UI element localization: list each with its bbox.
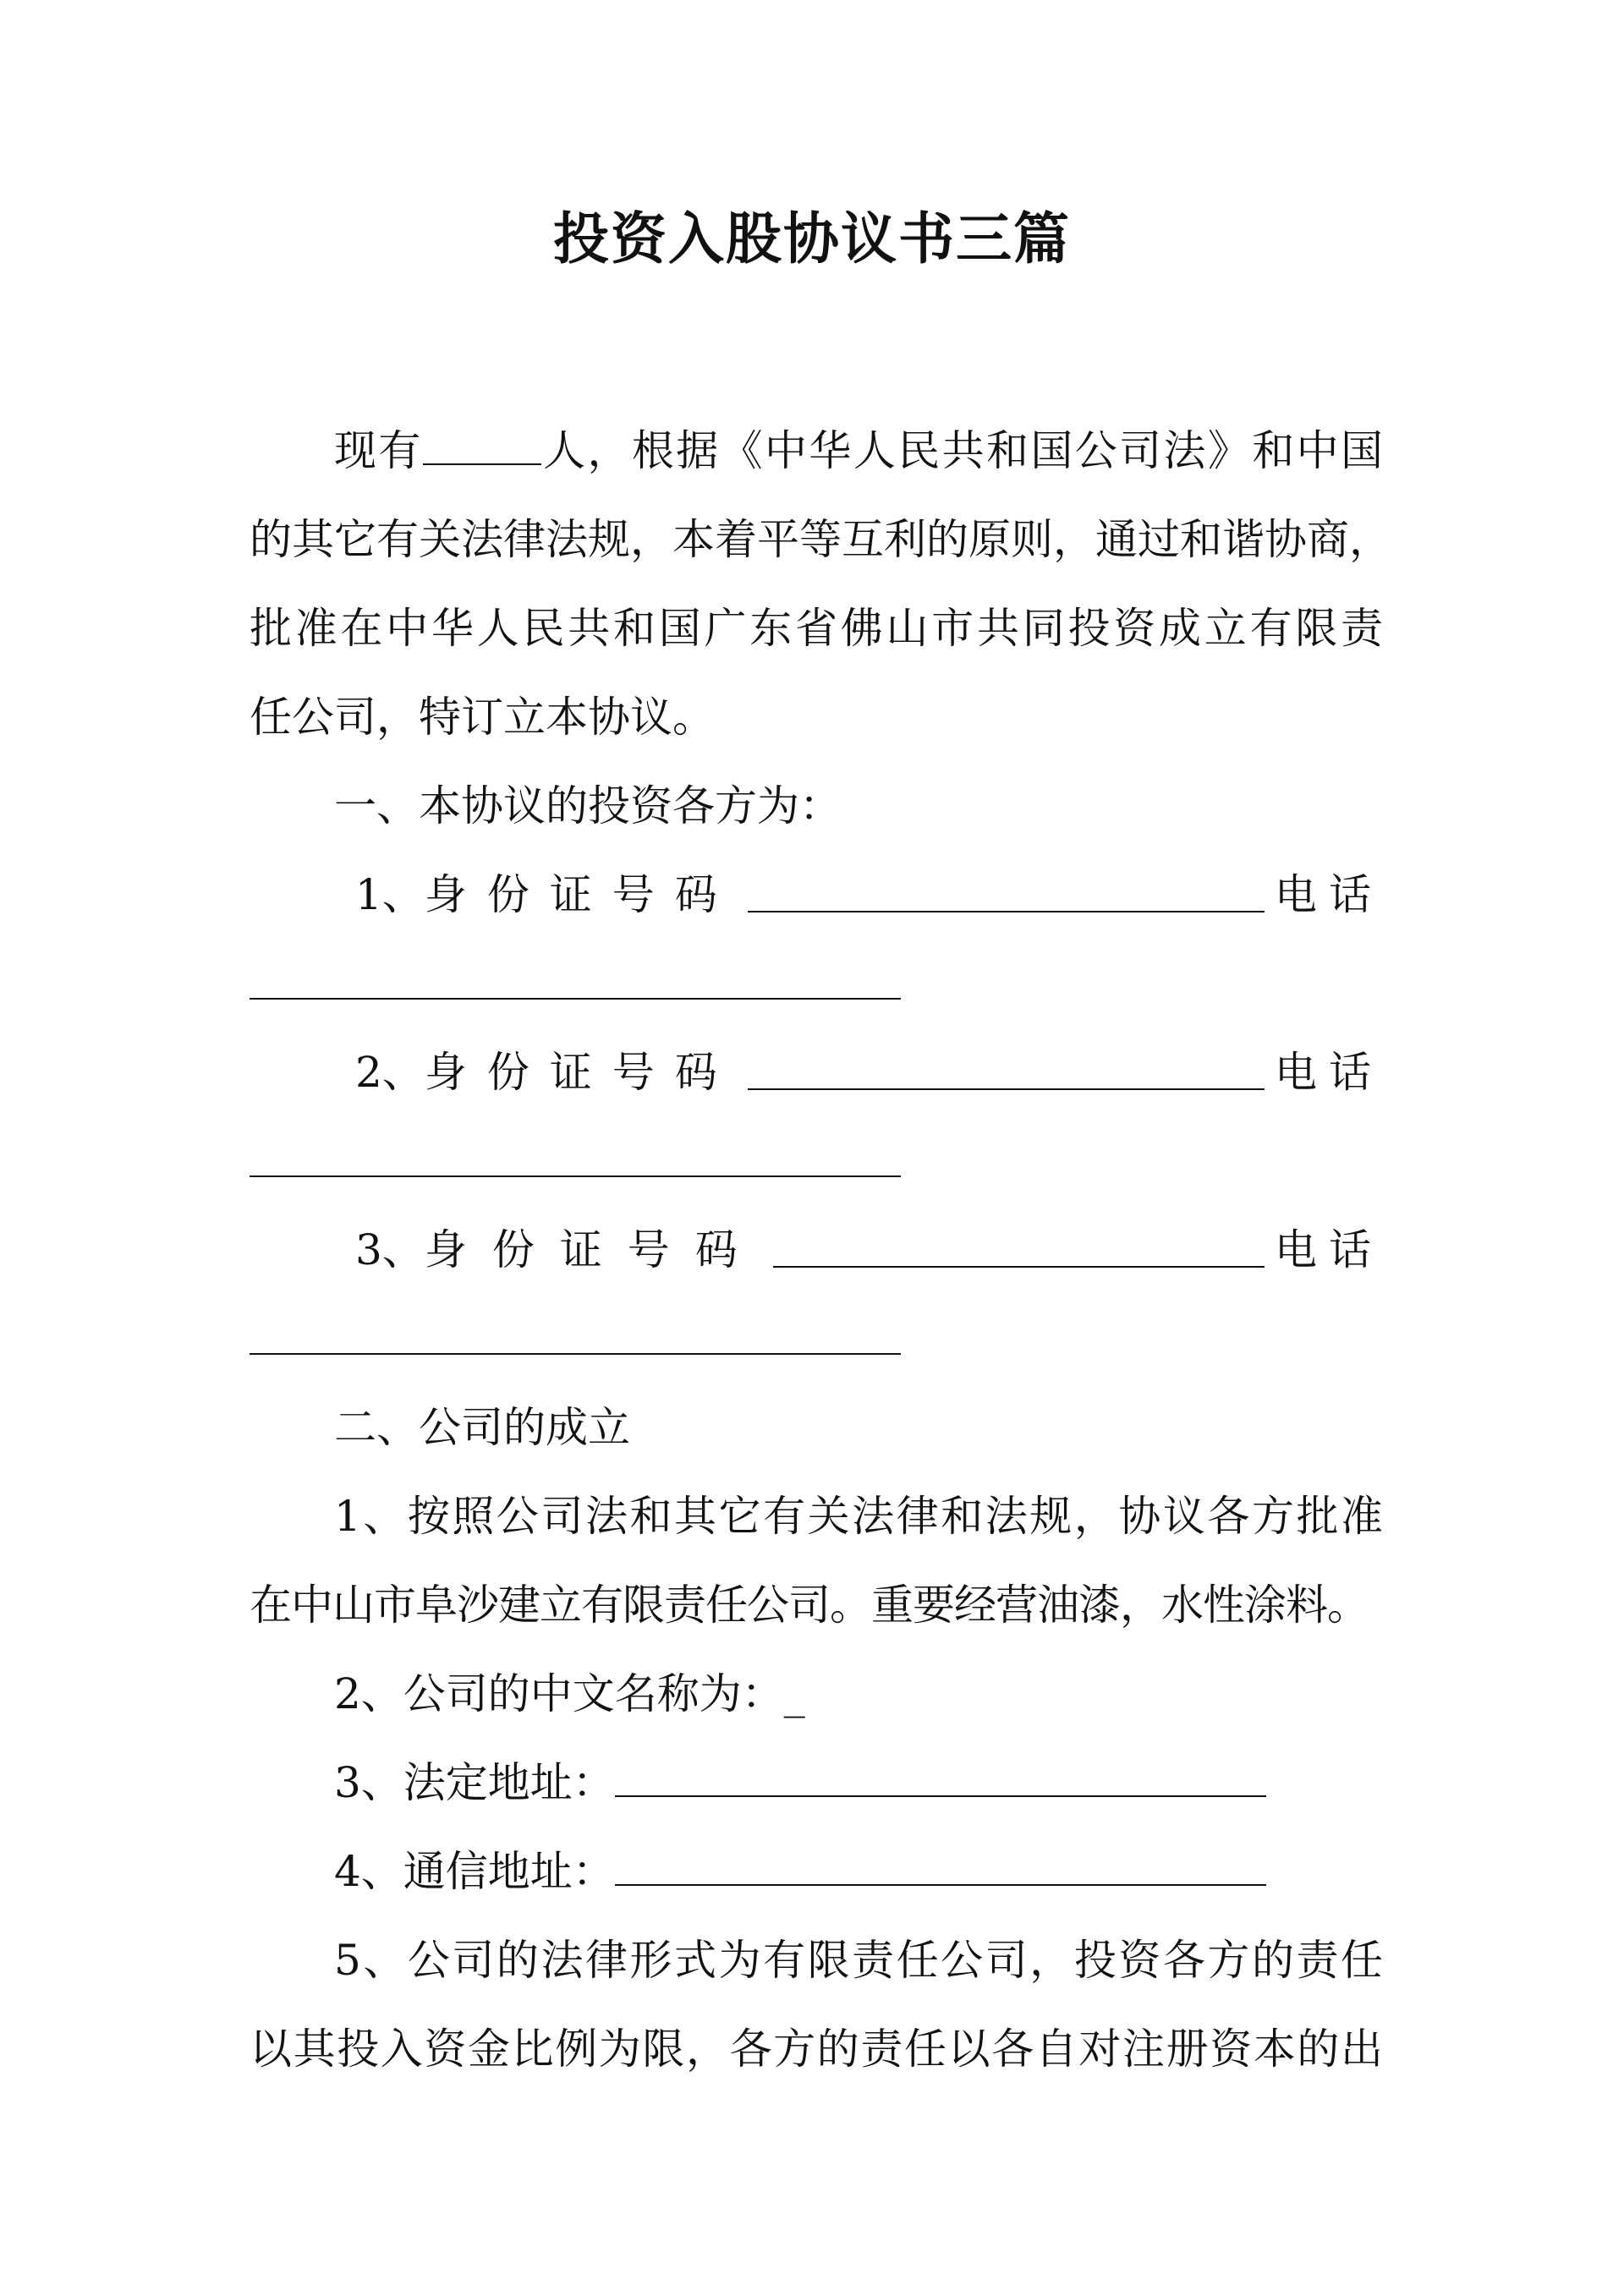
party-row-3 (355, 1220, 1383, 1280)
party-number: 2、 (355, 1048, 425, 1097)
section2-heading: 二、公司的成立 (334, 1403, 630, 1452)
section2-item5-line2: 以其投入资金比例为限，各方的责任以各自对注册资本的出 (250, 2025, 1383, 2074)
section1-heading: 一、本协议的投资各方为： (334, 781, 842, 830)
id-label: 身份证号码 (424, 1225, 763, 1274)
mailing-address-label: 4、通信地址： (334, 1847, 615, 1896)
phone-blank-1 (250, 998, 901, 1000)
section2-item3 (334, 1753, 1383, 1812)
phone-label: 电话 (1275, 1225, 1383, 1274)
section2-item2: 2、公司的中文名称为：_ (334, 1669, 805, 1718)
id-label: 身份证号码 (424, 1048, 738, 1097)
party-number: 1、 (355, 870, 425, 919)
party-row-2 (355, 1043, 1383, 1102)
phone-label: 电话 (1275, 870, 1383, 919)
intro-line-4: 任公司，特订立本协议。 (250, 693, 715, 742)
party-row-1 (355, 865, 1383, 924)
section2-item4 (334, 1842, 1383, 1901)
id-number-blank (748, 1088, 1265, 1090)
legal-address-blank (615, 1789, 1266, 1797)
document-title: 投资入股协议书三篇 (553, 206, 1071, 271)
phone-label: 电话 (1275, 1048, 1383, 1097)
legal-address-label: 3、法定地址： (334, 1758, 615, 1807)
id-number-blank (748, 911, 1265, 912)
id-number-blank (773, 1266, 1265, 1268)
intro-line-1 (334, 421, 1383, 480)
party-count-blank (423, 457, 541, 465)
intro-line-2: 的其它有关法律法规，本着平等互利的原则，通过和谐协商， (250, 515, 1391, 564)
section2-item5-line1: 5、公司的法律形式为有限责任公司，投资各方的责任 (334, 1936, 1383, 1985)
section2-item1-line2: 在中山市阜沙建立有限责任公司。重要经营油漆，水性涂料。 (250, 1581, 1369, 1630)
phone-blank-3 (250, 1353, 901, 1355)
phone-blank-2 (250, 1175, 901, 1177)
intro-text-rest: 人，根据《中华人民共和国公司法》和中国 (540, 426, 1384, 475)
party-number: 3、 (355, 1225, 425, 1274)
id-label: 身份证号码 (424, 870, 738, 919)
intro-text-start: 现有 (334, 426, 423, 475)
section2-item1-line1: 1、按照公司法和其它有关法律和法规，协议各方批准 (334, 1492, 1383, 1541)
mailing-address-blank (615, 1877, 1266, 1886)
intro-line-3: 批准在中华人民共和国广东省佛山市共同投资成立有限责 (250, 604, 1383, 653)
